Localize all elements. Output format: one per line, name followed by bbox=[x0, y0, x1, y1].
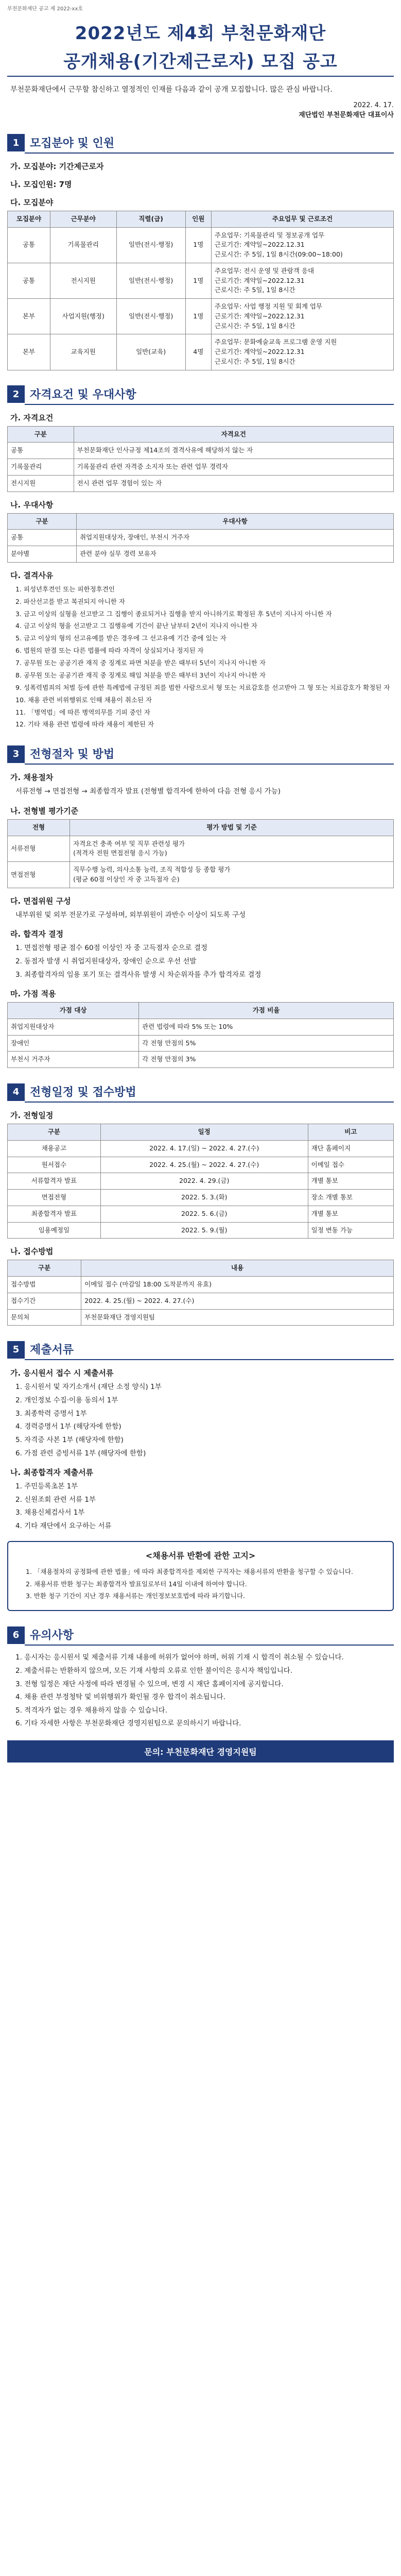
table-cell: 임용예정일 bbox=[8, 1222, 101, 1239]
table-cell: 일반(전시·행정) bbox=[116, 227, 185, 263]
table-cell: 관련 분야 실무 경력 보유자 bbox=[77, 546, 394, 563]
table-cell: 면접전형 bbox=[8, 1190, 101, 1206]
table-header: 주요업무 및 근로조건 bbox=[211, 211, 393, 227]
table-header: 모집분야 bbox=[8, 211, 50, 227]
list-item: 2. 개인정보 수집·이용 동의서 1부 bbox=[15, 1396, 118, 1405]
table-header: 비고 bbox=[308, 1124, 393, 1141]
preference-table bbox=[7, 513, 394, 563]
table-row bbox=[8, 1222, 394, 1239]
table-row bbox=[8, 227, 394, 263]
list-item: 2. 채용서류 반환 청구는 최종합격자 발표일로부터 14일 이내에 하여야 합니다. bbox=[26, 1580, 247, 1588]
subheading: 가. 채용절차 bbox=[10, 773, 54, 783]
decision-list bbox=[7, 942, 394, 981]
table-cell: 주요업무: 문화예술교육 프로그램 운영 지원 근로기간: 계약일~2022.12.31 근로시간: 주 5일, 1일 8시간 bbox=[211, 334, 393, 370]
section-title: 전형일정 및 접수방법 bbox=[25, 1081, 394, 1103]
subheading: 가. 응시원서 접수 시 제출서류 bbox=[10, 1368, 114, 1378]
application-table bbox=[7, 1260, 394, 1326]
table-cell: 각 전형 만점의 5% bbox=[139, 1035, 394, 1052]
table-row bbox=[8, 334, 394, 370]
subheading: 가. 자격요건 bbox=[10, 413, 54, 422]
table-cell: 공통 bbox=[8, 227, 50, 263]
footer-contact: 문의: 부천문화재단 경영지원팀 bbox=[7, 1740, 394, 1762]
table-cell: 재단 홈페이지 bbox=[308, 1140, 393, 1157]
table-cell: 교육지원 bbox=[50, 334, 116, 370]
section-number: 6 bbox=[7, 1626, 25, 1644]
table-cell: 본부 bbox=[8, 334, 50, 370]
list-item: 2. 파산선고를 받고 복권되지 아니한 자 bbox=[15, 597, 125, 605]
recruit-table bbox=[7, 211, 394, 370]
table-row bbox=[8, 1190, 394, 1206]
table-cell: 2022. 5. 3.(화) bbox=[100, 1190, 308, 1206]
section-6-heading bbox=[7, 1624, 394, 1646]
table-cell: 전시 관련 업무 경험이 있는 자 bbox=[74, 475, 393, 492]
table-cell: 2022. 4. 25.(월) ~ 2022. 4. 27.(수) bbox=[100, 1157, 308, 1173]
bonus-table bbox=[7, 1002, 394, 1068]
list-item: 8. 공무원 또는 공공기관 재직 중 징계로 해임 처분을 받은 때부터 3년이 지나지 아니한 자 bbox=[15, 671, 266, 679]
table-cell: 전시지원 bbox=[50, 263, 116, 298]
documents-list bbox=[7, 1381, 394, 1460]
table-row bbox=[8, 1173, 394, 1190]
subheading: 라. 합격자 결정 bbox=[10, 929, 64, 939]
table-cell: 자격요건 충족 여부 및 직무 관련성 평가 (적격자 전원 면접전형 응시 가능) bbox=[70, 836, 394, 862]
list-item: 1. 피성년후견인 또는 피한정후견인 bbox=[15, 585, 115, 593]
table-cell: 관련 법령에 따라 5% 또는 10% bbox=[139, 1019, 394, 1035]
disqualification-list bbox=[7, 584, 394, 731]
section-title: 제출서류 bbox=[25, 1339, 394, 1360]
top-line bbox=[7, 4, 394, 12]
table-cell: 사업지원(행정) bbox=[50, 299, 116, 334]
subheading: 나. 최종합격자 제출서류 bbox=[10, 1468, 94, 1478]
table-cell: 일반(교육) bbox=[116, 334, 185, 370]
subheading: 나. 우대사항 bbox=[10, 500, 54, 510]
section-2-heading bbox=[7, 384, 394, 405]
table-cell: 기록물관리 bbox=[8, 459, 74, 476]
table-cell: 서류전형 bbox=[8, 836, 70, 862]
list-item: 5. 적격자가 없는 경우 채용하지 않을 수 있습니다. bbox=[15, 1706, 167, 1715]
table-header: 자격요건 bbox=[74, 426, 393, 443]
title-line-2: 공개채용(기간제근로자) 모집 공고 bbox=[63, 52, 338, 72]
table-header: 직렬(급) bbox=[116, 211, 185, 227]
list-item: 3. 금고 이상의 실형을 선고받고 그 집행이 종료되거나 집행을 받지 아니하기로 확정된 후 5년이 지나지 아니한 자 bbox=[15, 609, 332, 618]
table-row bbox=[8, 1019, 394, 1035]
table-cell: 기록물관리 관련 자격증 소지자 또는 관련 업무 경력자 bbox=[74, 459, 393, 476]
notice-title: <채용서류 반환에 관한 고지> bbox=[145, 1550, 256, 1561]
subheading: 나. 전형별 평가기준 bbox=[10, 806, 79, 816]
list-item: 7. 공무원 또는 공공기관 재직 중 징계로 파면 처분을 받은 때부터 5년이 지나지 아니한 자 bbox=[15, 659, 266, 667]
table-cell: 부천문화재단 경영지원팀 bbox=[81, 1309, 394, 1326]
table-header: 내용 bbox=[81, 1260, 394, 1277]
section-number: 4 bbox=[7, 1083, 25, 1101]
table-row bbox=[8, 862, 394, 888]
table-row bbox=[8, 1309, 394, 1326]
list-item: 4. 채용 관련 부정청탁 및 비위행위가 확인될 경우 합격이 취소됩니다. bbox=[15, 1693, 225, 1702]
table-cell: 부천시 거주자 bbox=[8, 1052, 139, 1068]
table-cell: 공통 bbox=[8, 443, 74, 459]
table-header: 구분 bbox=[8, 426, 74, 443]
list-item: 3. 채용신체검사서 1부 bbox=[15, 1509, 85, 1517]
table-cell: 2022. 4. 25.(월) ~ 2022. 4. 27.(수) bbox=[81, 1293, 394, 1309]
table-cell: 주요업무: 전시 운영 및 관람객 응대 근로기간: 계약일~2022.12.31 근로시간: 주 5일, 1일 8시간 bbox=[211, 263, 393, 298]
section-number: 1 bbox=[7, 134, 25, 151]
table-row bbox=[8, 443, 394, 459]
table-cell: 주요업무: 기록물관리 및 정보공개 업무 근로기간: 계약일~2022.12.31 근로시간: 주 5일, 1일 8시간(09:00~18:00) bbox=[211, 227, 393, 263]
list-item: 11. 「병역법」에 따른 병역의무를 기피 중인 자 bbox=[15, 708, 150, 716]
list-item: 3. 최종합격자의 임용 포기 또는 결격사유 발생 시 차순위자를 추가 합격자로 결정 bbox=[15, 970, 261, 979]
table-cell: 분야별 bbox=[8, 546, 77, 563]
list-item: 1. 응시자는 응시원서 및 제출서류 기재 내용에 허위가 없어야 하며, 허위 기재 시 합격이 취소될 수 있습니다. bbox=[15, 1653, 344, 1662]
table-cell: 일정 변동 가능 bbox=[308, 1222, 393, 1239]
table-header: 근무분야 bbox=[50, 211, 116, 227]
table-cell: 주요업무: 사업 행정 지원 및 회계 업무 근로기간: 계약일~2022.12.31 근로시간: 주 5일, 1일 8시간 bbox=[211, 299, 393, 334]
table-cell: 개별 통보 bbox=[308, 1173, 393, 1190]
table-header: 인원 bbox=[185, 211, 211, 227]
list-item: 6. 기타 자세한 사항은 부천문화재단 경영지원팀으로 문의하시기 바랍니다. bbox=[15, 1719, 241, 1728]
table-cell: 2022. 4. 29.(금) bbox=[100, 1173, 308, 1190]
table-cell: 접수방법 bbox=[8, 1277, 81, 1293]
table-header: 구분 bbox=[8, 1124, 101, 1141]
table-header: 구분 bbox=[8, 513, 77, 530]
list-item: 6. 가점 관련 증빙서류 1부 (해당자에 한함) bbox=[15, 1449, 146, 1458]
subheading: 가. 모집분야: 기간제근로자 bbox=[10, 161, 104, 171]
list-item: 4. 기타 재단에서 요구하는 서류 bbox=[15, 1522, 112, 1531]
table-cell: 채용공고 bbox=[8, 1140, 101, 1157]
list-item: 10. 채용 관련 비위행위로 인해 채용이 취소된 자 bbox=[15, 696, 152, 704]
table-cell: 이메일 접수 bbox=[308, 1157, 393, 1173]
committee-text: 내부위원 및 외부 전문가로 구성하며, 외부위원이 과반수 이상이 되도록 구성 bbox=[15, 910, 246, 919]
table-row bbox=[8, 530, 394, 546]
table-cell: 부천문화재단 인사규정 제14조의 결격사유에 해당하지 않는 자 bbox=[74, 443, 393, 459]
list-item: 1. 주민등록초본 1부 bbox=[15, 1482, 78, 1491]
subheading: 다. 면접위원 구성 bbox=[10, 896, 71, 906]
table-cell: 원서접수 bbox=[8, 1157, 101, 1173]
table-row bbox=[8, 1052, 394, 1068]
table-row bbox=[8, 1140, 394, 1157]
list-item: 1. 응시원서 및 자기소개서 (재단 소정 양식) 1부 bbox=[15, 1383, 162, 1392]
table-cell: 기록물관리 bbox=[50, 227, 116, 263]
page-title bbox=[7, 19, 394, 73]
table-cell: 1명 bbox=[185, 299, 211, 334]
section-number: 5 bbox=[7, 1341, 25, 1359]
subheading: 다. 모집분야 bbox=[10, 197, 54, 207]
table-cell: 일반(전시·행정) bbox=[116, 263, 185, 298]
section-number: 2 bbox=[7, 385, 25, 403]
table-row bbox=[8, 263, 394, 298]
subheading: 나. 접수방법 bbox=[10, 1247, 54, 1257]
table-row bbox=[8, 1157, 394, 1173]
schedule-table bbox=[7, 1124, 394, 1239]
table-header: 전형 bbox=[8, 819, 70, 836]
list-item: 5. 금고 이상의 형의 선고유예를 받은 경우에 그 선고유예 기간 중에 있는 자 bbox=[15, 634, 226, 642]
section-title: 전형절차 및 방법 bbox=[25, 743, 394, 765]
header-left: 부천문화재단 공고 제 2022-xx호 bbox=[7, 6, 83, 12]
notice-org: 재단법인 부천문화재단 대표이사 bbox=[299, 111, 394, 119]
table-row bbox=[8, 459, 394, 476]
table-cell: 전시지원 bbox=[8, 475, 74, 492]
table-header: 우대사항 bbox=[77, 513, 394, 530]
table-row bbox=[8, 475, 394, 492]
table-cell: 장애인 bbox=[8, 1035, 139, 1052]
qualification-table bbox=[7, 426, 394, 492]
table-row bbox=[8, 1035, 394, 1052]
list-item: 5. 자격증 사본 1부 (해당자에 한함) bbox=[15, 1435, 124, 1444]
table-cell: 취업지원대상자, 장애인, 부천시 거주자 bbox=[77, 530, 394, 546]
list-item: 9. 성폭력범죄의 처벌 등에 관한 특례법에 규정된 죄를 범한 사람으로서 형 또는 치료감호를 선고받아 그 형 또는 치료감호가 확정된 자 bbox=[15, 683, 390, 691]
table-cell: 면접전형 bbox=[8, 862, 70, 888]
table-cell: 1명 bbox=[185, 227, 211, 263]
table-cell: 일반(전시·행정) bbox=[116, 299, 185, 334]
list-item: 2. 신원조회 관련 서류 1부 bbox=[15, 1495, 96, 1504]
table-header: 일정 bbox=[100, 1124, 308, 1141]
table-row bbox=[8, 1206, 394, 1222]
section-title: 유의사항 bbox=[25, 1624, 394, 1646]
table-cell: 각 전형 만점의 3% bbox=[139, 1052, 394, 1068]
list-item: 4. 금고 이상의 형을 선고받고 그 집행유예 기간이 끝난 날부터 2년이 지나지 아니한 자 bbox=[15, 622, 258, 630]
table-row bbox=[8, 1277, 394, 1293]
table-row bbox=[8, 546, 394, 563]
table-cell: 접수기간 bbox=[8, 1293, 81, 1309]
process-text: 서류전형 → 면접전형 → 최종합격자 발표 (전형별 합격자에 한하여 다음 전형 응시 가능) bbox=[15, 787, 281, 796]
table-header: 가점 비율 bbox=[139, 1003, 394, 1019]
table-cell: 본부 bbox=[8, 299, 50, 334]
section-4-heading bbox=[7, 1081, 394, 1103]
list-item: 3. 반환 청구 기간이 지난 경우 채용서류는 개인정보보호법에 따라 파기합니다. bbox=[26, 1592, 245, 1600]
table-cell: 이메일 접수 (마감일 18:00 도착분까지 유효) bbox=[81, 1277, 394, 1293]
list-item: 12. 기타 채용 관련 법령에 따라 채용이 제한된 자 bbox=[15, 720, 154, 728]
table-cell: 4명 bbox=[185, 334, 211, 370]
section-number: 3 bbox=[7, 745, 25, 763]
table-cell: 취업지원대상자 bbox=[8, 1019, 139, 1035]
notice-list bbox=[18, 1566, 383, 1602]
table-cell: 개별 통보 bbox=[308, 1206, 393, 1222]
table-header: 평가 방법 및 기준 bbox=[70, 819, 394, 836]
table-cell: 서류합격자 발표 bbox=[8, 1173, 101, 1190]
subheading: 마. 가점 적용 bbox=[10, 989, 56, 999]
list-item: 1. 「채용절차의 공정화에 관한 법률」에 따라 최종합격자를 제외한 구직자는 채용서류의 반환을 청구할 수 있습니다. bbox=[26, 1567, 353, 1575]
table-header: 구분 bbox=[8, 1260, 81, 1277]
table-cell: 공통 bbox=[8, 530, 77, 546]
caution-list bbox=[7, 1652, 394, 1730]
list-item: 1. 면접전형 평균 점수 60점 이상인 자 중 고득점자 순으로 결정 bbox=[15, 944, 207, 953]
table-header: 가점 대상 bbox=[8, 1003, 139, 1019]
list-item: 2. 제출서류는 반환하지 않으며, 모든 기재 사항의 오류로 인한 불이익은 응시자 책임입니다. bbox=[15, 1666, 293, 1675]
section-3-heading bbox=[7, 743, 394, 765]
final-documents-list bbox=[7, 1481, 394, 1533]
table-cell: 최종합격자 발표 bbox=[8, 1206, 101, 1222]
section-1-heading bbox=[7, 132, 394, 154]
intro-text: 부천문화재단에서 근무할 참신하고 열정적인 인재를 다음과 같이 공개 모집합니다. 많은 관심 바랍니다. bbox=[7, 76, 394, 98]
section-5-heading bbox=[7, 1339, 394, 1360]
table-cell: 장소 개별 통보 bbox=[308, 1190, 393, 1206]
section-title: 자격요건 및 우대사항 bbox=[25, 384, 394, 405]
table-row bbox=[8, 836, 394, 862]
subheading: 나. 모집인원: 7명 bbox=[10, 179, 72, 189]
title-line-1: 2022년도 제4회 부천문화재단 bbox=[75, 23, 326, 44]
table-cell: 직무수행 능력, 의사소통 능력, 조직 적합성 등 종합 평가 (평균 60점 이상인 자 중 고득점자 순) bbox=[70, 862, 394, 888]
list-item: 4. 경력증명서 1부 (해당자에 한함) bbox=[15, 1422, 121, 1431]
list-item: 3. 전형 일정은 재단 사정에 따라 변경될 수 있으며, 변경 시 재단 홈페이지에 공지합니다. bbox=[15, 1680, 284, 1688]
table-row bbox=[8, 1293, 394, 1309]
list-item: 3. 최종학력 증명서 1부 bbox=[15, 1409, 87, 1418]
table-cell: 1명 bbox=[185, 263, 211, 298]
list-item: 6. 법원의 판결 또는 다른 법률에 따라 자격이 상실되거나 정지된 자 bbox=[15, 647, 204, 655]
section-title: 모집분야 및 인원 bbox=[25, 132, 394, 154]
table-cell: 2022. 5. 6.(금) bbox=[100, 1206, 308, 1222]
table-cell: 공통 bbox=[8, 263, 50, 298]
table-row bbox=[8, 299, 394, 334]
return-notice-box bbox=[7, 1541, 394, 1612]
subheading: 가. 전형일정 bbox=[10, 1111, 54, 1121]
table-cell: 2022. 4. 17.(일) ~ 2022. 4. 27.(수) bbox=[100, 1140, 308, 1157]
table-cell: 2022. 5. 9.(월) bbox=[100, 1222, 308, 1239]
subheading: 다. 결격사유 bbox=[10, 570, 54, 580]
list-item: 2. 동점자 발생 시 취업지원대상자, 장애인 순으로 우선 선발 bbox=[15, 957, 197, 965]
notice-date: 2022. 4. 17. bbox=[353, 101, 394, 109]
evaluation-table bbox=[7, 819, 394, 888]
table-cell: 문의처 bbox=[8, 1309, 81, 1326]
